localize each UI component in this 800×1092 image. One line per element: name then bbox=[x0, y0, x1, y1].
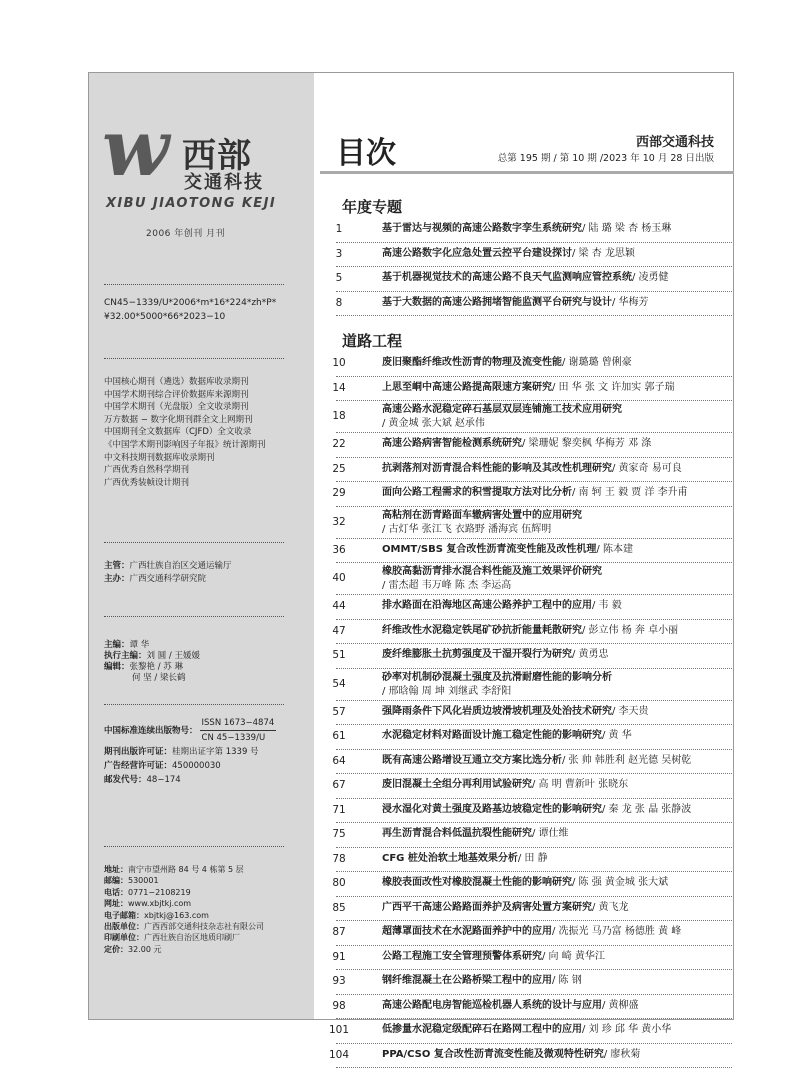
entry-text bbox=[382, 852, 732, 866]
entry-title: 高速公路数字化应急处置云控平台建设探讨 bbox=[382, 247, 572, 259]
contact-value: 广西西部交通科技杂志社有限公司 bbox=[144, 922, 264, 932]
entry-page: 36 bbox=[332, 543, 346, 556]
entry-authors: / 彭立伟 杨 奔 卓小丽 bbox=[582, 624, 679, 636]
entry-title: 排水路面在沿海地区高速公路养护工程中的应用 bbox=[382, 600, 592, 611]
toc-entry bbox=[322, 1019, 732, 1044]
toc-entry bbox=[322, 725, 732, 750]
contact-value: 32.00 元 bbox=[128, 944, 162, 954]
entry-page: 101 bbox=[328, 1024, 350, 1036]
entry-text bbox=[382, 827, 732, 841]
entry-page: 29 bbox=[332, 487, 346, 499]
entry-title: OMMT/SBS 复合改性沥青流变性能及改性机理 bbox=[382, 543, 597, 555]
toc-entry bbox=[322, 352, 732, 377]
section-title: 年度专题 bbox=[342, 198, 403, 216]
entry-page: 47 bbox=[332, 624, 346, 637]
entry-authors: / 廖秋菊 bbox=[603, 1048, 641, 1060]
editor-value: 何 坚 / 梁长鹤 bbox=[132, 673, 186, 683]
entry-title: 废纤维膨胀土抗剪强度及干湿开裂行为研究 bbox=[382, 649, 572, 660]
founded-info: 2006 年创刊 月刊 bbox=[146, 229, 226, 239]
issn-number: ISSN 1673−4874 bbox=[200, 716, 277, 731]
logo-pinyin: XIBU JIAOTONG KEJI bbox=[106, 196, 277, 211]
entry-title: 上思至峒中高速公路提高限速方案研究 bbox=[382, 381, 552, 393]
contact-value: 0771−2108219 bbox=[128, 887, 191, 897]
entry-title: 面向公路工程需求的积雪提取方法对比分析 bbox=[382, 487, 572, 498]
entry-text bbox=[382, 803, 732, 817]
entry-title: 高速公路病害智能检测系统研究 bbox=[382, 438, 522, 449]
entry-title: 高速公路水泥稳定碎石基层双层连铺施工技术应用研究 bbox=[382, 404, 622, 415]
contact-label: 地址： bbox=[104, 865, 128, 874]
entry-authors: / 古灯华 张江飞 衣路野 潘海宾 伍辉明 bbox=[382, 523, 552, 535]
entry-text bbox=[382, 565, 732, 593]
entry-authors: / 邢晗翰 周 坤 刘继武 李舒阳 bbox=[382, 685, 512, 697]
entry-authors: / 高 明 曹新叶 张晓东 bbox=[532, 779, 629, 790]
entry-title: 基于机器视觉技术的高速公路不良天气监测响应管控系统 bbox=[382, 272, 632, 283]
entry-page: 98 bbox=[332, 999, 346, 1012]
entry-title: 砂率对机制砂混凝土强度及抗滑耐磨性能的影响分析 bbox=[382, 671, 612, 683]
entry-authors: / 冼振光 马乃富 杨德胜 黄 峰 bbox=[552, 926, 682, 937]
divider bbox=[104, 284, 284, 285]
index-item: 万方数据 − 数字化期刊群全文上网期刊 bbox=[104, 414, 253, 425]
sponsor-label: 主办： bbox=[104, 574, 130, 584]
toc-entry bbox=[322, 774, 732, 799]
license-value: 48−174 bbox=[146, 775, 181, 785]
entry-separator bbox=[336, 1067, 732, 1068]
entry-page: 93 bbox=[332, 975, 346, 987]
toc-section-road bbox=[322, 352, 732, 1068]
entry-text bbox=[382, 1023, 732, 1037]
index-item: 中国期刊全文数据库（CJFD）全文收录 bbox=[104, 427, 252, 438]
contact-info bbox=[104, 864, 264, 955]
entry-separator bbox=[336, 315, 732, 316]
toc-entry bbox=[322, 218, 732, 243]
entry-title: 高速公路配电房智能巡检机器人系统的设计与应用 bbox=[382, 999, 602, 1011]
index-item: 中国学术期刊（光盘版）全文收录期刊 bbox=[104, 402, 249, 413]
entry-page: 1 bbox=[335, 223, 343, 235]
toc-entry bbox=[322, 377, 732, 402]
entry-authors: / 向 崎 黄华江 bbox=[542, 950, 605, 962]
entry-authors: / 黄家奇 易可良 bbox=[612, 462, 682, 474]
editor-label: 编辑： bbox=[104, 662, 130, 672]
entry-page: 104 bbox=[328, 1048, 350, 1061]
entry-page: 22 bbox=[332, 438, 346, 450]
entry-authors: / 田 华 张 文 许加实 郭子瑞 bbox=[552, 381, 675, 393]
entry-authors: / 南 轲 王 毅 贾 洋 李升甫 bbox=[572, 487, 688, 498]
entry-page: 61 bbox=[332, 730, 346, 742]
index-list bbox=[104, 376, 266, 489]
toc-entry bbox=[322, 872, 732, 897]
entry-authors: / 华梅芳 bbox=[612, 296, 649, 308]
entry-authors: / 梁 杏 龙思颖 bbox=[572, 247, 635, 259]
editor-label: 执行主编： bbox=[104, 651, 147, 661]
cn-number: CN 45−1339/U bbox=[201, 733, 266, 743]
entry-title: 高粘剂在沥青路面车辙病害处置中的应用研究 bbox=[382, 509, 582, 521]
toc-entry bbox=[322, 267, 732, 292]
journal-logo bbox=[102, 103, 292, 216]
index-item: 中国学术期刊综合评价数据库来源期刊 bbox=[104, 389, 249, 400]
entry-page: 40 bbox=[332, 572, 346, 584]
code-line: CN45−1339/U*2006*m*16*224*zh*P* bbox=[104, 298, 277, 308]
logo-mark: w bbox=[102, 103, 170, 194]
entry-authors: / 田 静 bbox=[517, 852, 548, 864]
entry-title: CFG 桩处治软土地基效果分析 bbox=[382, 852, 518, 864]
toc-section-annual bbox=[322, 218, 732, 316]
toc-entry bbox=[322, 243, 732, 268]
entry-authors: / 黄柳盛 bbox=[602, 999, 639, 1011]
toc-entry bbox=[322, 644, 732, 669]
divider bbox=[104, 616, 284, 617]
sponsor-value: 广西交通科学研究院 bbox=[129, 574, 207, 584]
toc-entry bbox=[322, 563, 732, 595]
entry-authors: / 谢璐璐 曾俐豪 bbox=[562, 357, 632, 368]
entry-authors: / 张 帅 韩胜利 赵光德 吴树乾 bbox=[562, 754, 692, 766]
entry-title: 纤维改性水泥稳定铁尾矿砂抗折能量耗散研究 bbox=[382, 624, 582, 636]
entry-title: 基于大数据的高速公路拥堵智能监测平台研究与设计 bbox=[382, 296, 612, 308]
entry-text bbox=[382, 999, 732, 1013]
entry-text bbox=[382, 437, 732, 451]
toc-entry bbox=[322, 458, 732, 483]
divider bbox=[104, 358, 284, 359]
entry-title: 废旧聚酯纤维改性沥青的物理及流变性能 bbox=[382, 357, 562, 368]
entry-text bbox=[382, 729, 732, 743]
entry-page: 5 bbox=[335, 272, 343, 284]
toc-entry bbox=[322, 292, 732, 317]
index-item: 《中国学术期刊影响因子年报》统计源期刊 bbox=[104, 439, 266, 450]
entry-text bbox=[382, 925, 732, 939]
logo-name-line1: 西部 bbox=[182, 136, 252, 176]
entry-text bbox=[382, 543, 732, 557]
entry-authors: / 雷杰超 韦万峰 陈 杰 李运高 bbox=[382, 580, 512, 591]
header-rule bbox=[320, 171, 734, 174]
entry-text bbox=[382, 599, 732, 613]
entry-text bbox=[382, 648, 732, 662]
entry-title: PPA/CSO 复合改性沥青流变性能及微观特性研究 bbox=[382, 1048, 604, 1060]
entry-title: 公路工程施工安全管理预警体系研究 bbox=[382, 950, 542, 962]
divider bbox=[104, 542, 284, 543]
entry-authors: / 韦 毅 bbox=[592, 600, 622, 611]
sponsor-info bbox=[104, 560, 232, 586]
contact-value: 530001 bbox=[128, 876, 159, 886]
entry-title: 基于雷达与视频的高速公路数字孪生系统研究 bbox=[382, 223, 582, 234]
entry-authors: / 秦 龙 张 晶 张静波 bbox=[602, 803, 692, 815]
divider bbox=[104, 846, 284, 847]
issn-label: 中国标准连续出版物号： bbox=[104, 726, 198, 736]
contact-label: 电子邮箱： bbox=[104, 910, 144, 920]
license-label: 邮发代号： bbox=[104, 775, 147, 785]
entry-authors: / 谭仕维 bbox=[532, 828, 569, 839]
entry-title: 橡胶表面改性对橡胶混凝土性能的影响研究 bbox=[382, 877, 572, 888]
contact-label: 电话： bbox=[104, 887, 128, 897]
toc-entry bbox=[322, 507, 732, 539]
index-item: 广西优秀装帧设计期刊 bbox=[104, 477, 190, 488]
editor-info bbox=[104, 640, 200, 684]
code-line: ¥32.00*5000*66*2023−10 bbox=[104, 312, 226, 322]
toc-entry bbox=[322, 897, 732, 922]
license-value: 桂期出证字第 1339 号 bbox=[172, 747, 259, 757]
contact-label: 印刷单位： bbox=[104, 933, 144, 943]
entry-authors: / 凌勇健 bbox=[632, 272, 669, 283]
entry-title: 水泥稳定材料对路面设计施工稳定性能的影响研究 bbox=[382, 730, 602, 741]
toc-entry bbox=[322, 701, 732, 726]
section-title: 道路工程 bbox=[342, 332, 403, 350]
entry-page: 67 bbox=[332, 779, 346, 791]
logo-name-line2: 交通科技 bbox=[184, 172, 264, 193]
toc-entry bbox=[322, 823, 732, 848]
toc-entry bbox=[322, 401, 732, 433]
entry-authors: / 黄金城 张大斌 赵承伟 bbox=[382, 418, 485, 429]
entry-title: 强降雨条件下风化岩质边坡滑坡机理及处治技术研究 bbox=[382, 705, 612, 717]
license-label: 期刊出版许可证： bbox=[104, 747, 173, 757]
entry-page: 10 bbox=[332, 357, 346, 369]
entry-text bbox=[382, 381, 732, 395]
entry-title: 再生沥青混合料低温抗裂性能研究 bbox=[382, 828, 532, 839]
entry-text bbox=[382, 296, 732, 310]
license-info bbox=[104, 716, 276, 787]
sponsor-label: 主管： bbox=[104, 561, 130, 571]
entry-authors: / 刘 珍 邱 华 黄小华 bbox=[582, 1024, 672, 1035]
entry-page: 54 bbox=[332, 677, 346, 690]
entry-text bbox=[382, 754, 732, 768]
entry-authors: / 黄飞龙 bbox=[592, 901, 629, 913]
contact-label: 邮编： bbox=[104, 876, 128, 886]
divider bbox=[104, 704, 284, 705]
editor-label: 主编： bbox=[104, 640, 130, 650]
entry-authors: / 陈本建 bbox=[596, 543, 633, 555]
sponsor-value: 广西壮族自治区交通运输厅 bbox=[129, 561, 232, 571]
entry-authors: / 陈 强 黄金城 张大斌 bbox=[572, 877, 669, 888]
entry-page: 14 bbox=[332, 381, 346, 394]
entry-title: 抗剥落剂对沥青混合料性能的影响及其改性机理研究 bbox=[382, 462, 612, 474]
entry-authors: / 梁珊妮 黎奕枫 华梅芳 邓 涤 bbox=[522, 438, 652, 449]
entry-title: 橡胶高黏沥青排水混合料性能及施工效果评价研究 bbox=[382, 566, 602, 577]
entry-text bbox=[382, 222, 732, 236]
entry-text bbox=[382, 462, 732, 476]
entry-page: 91 bbox=[332, 950, 346, 963]
toc-entry bbox=[322, 921, 732, 946]
index-item: 中国核心期刊（遴选）数据库收录期刊 bbox=[104, 377, 249, 387]
contact-value: 广西壮族自治区地质印刷厂 bbox=[144, 933, 240, 943]
toc-entry bbox=[322, 595, 732, 620]
entry-text bbox=[382, 247, 732, 261]
entry-title: 废旧混凝土全组分再利用试验研究 bbox=[382, 779, 532, 790]
license-value: 450000030 bbox=[172, 761, 221, 771]
entry-authors: / 黄勇忠 bbox=[572, 649, 609, 660]
entry-page: 78 bbox=[332, 852, 346, 865]
contact-label: 出版单位： bbox=[104, 922, 144, 932]
index-item: 广西优秀自然科学期刊 bbox=[104, 465, 190, 476]
entry-page: 8 bbox=[335, 296, 343, 309]
toc-entry bbox=[322, 620, 732, 645]
license-label: 广告经营许可证： bbox=[104, 761, 173, 771]
entry-page: 64 bbox=[332, 754, 346, 767]
toc-entry bbox=[322, 433, 732, 458]
toc-entry bbox=[322, 848, 732, 873]
contact-label: 定价： bbox=[104, 944, 128, 954]
toc-entry bbox=[322, 669, 732, 701]
toc-entry bbox=[322, 799, 732, 824]
entry-page: 75 bbox=[332, 828, 346, 840]
entry-authors: / 李天贵 bbox=[612, 705, 649, 717]
toc-entry bbox=[322, 750, 732, 775]
catalog-codes bbox=[104, 296, 276, 324]
toc-title: 目次 bbox=[336, 136, 396, 171]
entry-page: 51 bbox=[332, 649, 346, 661]
entry-page: 80 bbox=[332, 877, 346, 889]
entry-text bbox=[382, 486, 732, 500]
entry-authors: / 陈 钢 bbox=[552, 975, 582, 986]
toc-entry bbox=[322, 1044, 732, 1069]
entry-text bbox=[382, 671, 732, 699]
toc-entry bbox=[322, 995, 732, 1020]
entry-page: 25 bbox=[332, 462, 346, 475]
entry-authors: / 黄 华 bbox=[602, 730, 632, 741]
entry-text bbox=[382, 950, 732, 964]
entry-page: 32 bbox=[332, 515, 346, 528]
entry-page: 44 bbox=[332, 600, 346, 612]
editor-value: 张黎艳 / 苏 琳 bbox=[129, 662, 183, 672]
entry-page: 57 bbox=[332, 705, 346, 718]
toc-entry bbox=[322, 946, 732, 971]
editor-value: 刘 圆 / 王媛媛 bbox=[146, 651, 200, 661]
entry-page: 18 bbox=[332, 410, 346, 422]
toc-entry bbox=[322, 539, 732, 564]
toc-entry bbox=[322, 482, 732, 507]
contact-value: www.xbjtkj.com bbox=[128, 899, 192, 909]
entry-text bbox=[382, 876, 732, 890]
entry-title: 低掺量水泥稳定级配碎石在路网工程中的应用 bbox=[382, 1024, 582, 1035]
entry-title: 既有高速公路增设互通立交方案比选分析 bbox=[382, 754, 562, 766]
contact-value: 南宁市望州路 84 号 4 栋第 5 层 bbox=[128, 865, 244, 874]
entry-page: 3 bbox=[335, 247, 343, 260]
entry-text bbox=[382, 356, 732, 370]
entry-text bbox=[382, 1048, 732, 1062]
entry-text bbox=[382, 778, 732, 792]
entry-title: 浸水湿化对黄土强度及路基边坡稳定性的影响研究 bbox=[382, 803, 602, 815]
entry-authors: / 陆 璐 梁 杏 杨玉琳 bbox=[582, 223, 672, 234]
entry-text bbox=[382, 901, 732, 915]
entry-text bbox=[382, 509, 732, 537]
entry-title: 钢纤维混凝土在公路桥梁工程中的应用 bbox=[382, 975, 552, 986]
entry-page: 71 bbox=[332, 803, 346, 816]
entry-text bbox=[382, 705, 732, 719]
entry-text bbox=[382, 624, 732, 638]
entry-page: 87 bbox=[332, 926, 346, 938]
entry-title: 超薄罩面技术在水泥路面养护中的应用 bbox=[382, 926, 552, 937]
toc-entry bbox=[322, 970, 732, 995]
entry-title: 广西平干高速公路路面养护及病害处置方案研究 bbox=[382, 901, 592, 913]
entry-text bbox=[382, 271, 732, 285]
journal-name: 西部交通科技 bbox=[635, 135, 714, 150]
entry-text bbox=[382, 403, 732, 431]
contact-value: xbjtkj@163.com bbox=[144, 910, 209, 920]
entry-page: 85 bbox=[332, 901, 346, 914]
contact-label: 网址： bbox=[104, 899, 128, 909]
entry-text bbox=[382, 974, 732, 988]
editor-value: 谭 华 bbox=[129, 640, 150, 650]
issue-info: 总第 195 期 / 第 10 期 /2023 年 10 月 28 日出版 bbox=[497, 153, 714, 164]
index-item: 中文科技期刊数据库收录期刊 bbox=[104, 452, 215, 463]
